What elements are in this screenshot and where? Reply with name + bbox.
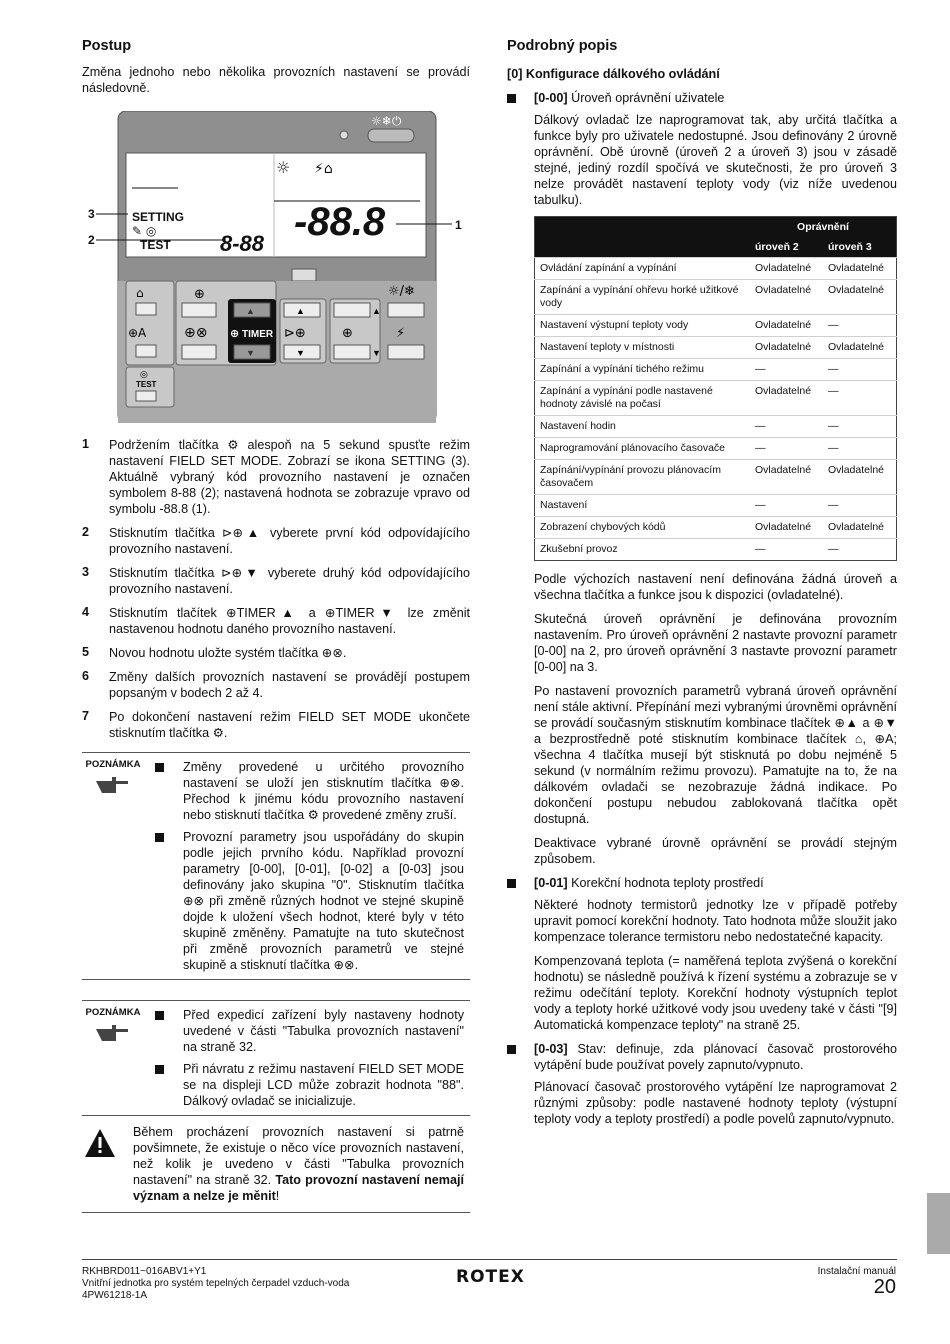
- param-0-00-text: Dálkový ovladač lze naprogramovat tak, aby určitá tlačítka a funkce byly pro uživatele nedostupné. Jsou definovány 2 úrovně oprávnění. Obě úrovně (úroveň 2 a úroveň 3) jsou v zásadě stejné, jediný rozdíl spočívá ve skutečnosti, že pro úroveň 3 nelze provádět nastavení teploty vody (viz níže uvedenou tabulku).: [534, 113, 897, 207]
- table-cell: Naprogramování plánovacího časovače: [535, 438, 751, 460]
- footer-divider: [82, 1259, 897, 1260]
- table-cell: Ovladatelné: [750, 381, 823, 416]
- paragraph: Deaktivace vybrané úrovně oprávnění se provádí stejným způsobem.: [534, 836, 897, 866]
- svg-text:✎ ◎: ✎ ◎: [132, 224, 157, 238]
- table-cell: Ovladatelné: [823, 337, 897, 359]
- footer-left: [82, 1266, 349, 1302]
- svg-text:⚡: ⚡: [396, 326, 406, 341]
- svg-text:▲: ▲: [246, 306, 255, 316]
- callout-1: 1: [455, 218, 462, 232]
- svg-text:☼/❄: ☼/❄: [388, 284, 415, 299]
- footer-code: 4PW61218-1A: [82, 1290, 148, 1301]
- table-cell: Ovladatelné: [823, 280, 897, 315]
- table-row: [535, 258, 897, 280]
- table-row: [535, 539, 897, 561]
- svg-text:⚡⌂: ⚡⌂: [314, 161, 333, 177]
- pointing-hand-icon: [94, 1023, 130, 1043]
- table-row: [535, 359, 897, 381]
- table-cell: Ovladatelné: [750, 258, 823, 280]
- warning-text: Během procházení provozních nastavení si patrně povšimnete, že existuje o něco více provozních nastavení, než kolik je uvedeno v části "Tabulka provozních nastavení" na straně 32. Tato provozní nastavení nemají význam a nelze je měnit!: [133, 1125, 464, 1203]
- table-cell: —: [823, 495, 897, 517]
- callout-2: 2: [88, 233, 95, 247]
- table-cell: —: [823, 381, 897, 416]
- test-button-label: TEST: [136, 380, 157, 389]
- note-item: Provozní parametry jsou uspořádány do skupin podle jejich prvního kódu. Například provozní parametry [0-00], [0-01], [0-02] a [0-03] jsou definovány jako skupina "0". Stisknutím tlačítka ⊕⊗ při změně různých hodnot ve stejné skupině dojde k uložení všech hodnot, které byly v této skupině změněny. Pamatujte na tuto skutečnost při změně provozních parametrů ve stejné skupině a stisknutí tlačítka ⊕⊗.: [183, 830, 464, 972]
- step: 7 Po dokončení nastavení režim FIELD SET MODE ukončete stisknutím tlačítka ⚙.: [82, 709, 470, 740]
- table-row: [535, 337, 897, 359]
- table-cell: —: [823, 539, 897, 561]
- table-cell: Ovladatelné: [750, 337, 823, 359]
- lcd-value: -88.8: [294, 200, 386, 244]
- table-cell: Zapínání a vypínání ohřevu horké užitkové vody: [535, 280, 751, 315]
- note-label: POZNÁMKA: [85, 1007, 141, 1018]
- table-cell: Ovladatelné: [823, 517, 897, 539]
- step: 4 Stisknutím tlačítek ⊕TIMER▲ a ⊕TIMER▼ lze změnit nastavenou hodnotu daného provozního nastavení.: [82, 605, 470, 636]
- table-cell: —: [823, 416, 897, 438]
- paragraph: Některé hodnoty termistorů jednotky lze v případě potřeby upravit pomocí korekční hodnoty. Tato hodnota může sloužit jako kompenzace tolerance termistoru nebo nedostatečné kapacity.: [534, 898, 897, 944]
- pointing-hand-icon: [94, 775, 130, 795]
- table-cell: Nastavení: [535, 495, 751, 517]
- svg-text:⌂: ⌂: [136, 286, 144, 300]
- footer-model: RKHBRD011~016ABV1+Y1: [82, 1266, 207, 1277]
- permission-table: Oprávnění úroveň 2 úroveň 3 Ovládání zapínání a vypínání Ovladatelné Ovladatelné Zapínání a vypínání ohřevu horké užitkové vody Ovladatelné Ovladatelné Nastavení výstupní teploty vody Ovladatelné — Nastavení teploty v místnosti Ovladatelné Ovladatelné Zapínání a vypínání tichého režimu — — Zapínání a vypínání podle nastavené hodnoty závislé na počasí Ovladatelné — Nastavení hodin — — Naprogramování plánovacího časovače — — Zapínání/vypínání provozu plánovacím časovačem Ovladatelné Ovladatelné Nastavení — — Zobrazení chybových kódů Ovladatelné Ovladatelné Zkušební provoz — —: [534, 216, 897, 561]
- paragraph: Kompenzovaná teplota (= naměřená teplota zvýšená o korekční hodnotu) se následně používá k řízení systému a zobrazuje se v režimu odečítání teploty. Korekční hodnoty výstupních teplot vody a teploty horké užitkové vody jsou uvedeny také v části "[9] Automatická kompenzace teploty" na straně 25.: [534, 954, 897, 1032]
- step: 2 Stisknutím tlačítka ⊳⊕▲ vyberete první kód odpovídajícího provozního nastavení.: [82, 525, 470, 556]
- note-box-2: [82, 1000, 470, 1116]
- side-tab-marker: [927, 1193, 950, 1254]
- table-cell: Ovladatelné: [823, 460, 897, 495]
- table-row: [535, 517, 897, 539]
- table-cell: Ovladatelné: [750, 517, 823, 539]
- table-cell: Zapínání/vypínání provozu plánovacím časovačem: [535, 460, 751, 495]
- rotex-logo: ROTEX: [456, 1267, 525, 1287]
- table-cell: Ovladatelné: [750, 280, 823, 315]
- note-box-1: [82, 752, 470, 980]
- intro-text: Změna jednoho nebo několika provozních nastavení se provádí následovně.: [82, 65, 470, 95]
- remote-controller-figure: [114, 111, 439, 423]
- footer-manual: Instalační manuál: [817, 1266, 896, 1277]
- table-cell: —: [750, 495, 823, 517]
- lcd-test: TEST: [140, 238, 171, 252]
- lcd-code: 8-88: [220, 231, 265, 256]
- table-row: [535, 416, 897, 438]
- table-cell: —: [750, 416, 823, 438]
- steps-list: [82, 437, 470, 749]
- svg-text:⊕: ⊕: [194, 287, 205, 302]
- svg-text:⊕A: ⊕A: [128, 326, 147, 340]
- table-cell: —: [750, 359, 823, 381]
- param-0-03: [0-03] Stav: definuje, zda plánovací časovač prostorového vytápění bude používat povely zapnuto/vypnuto.: [507, 1041, 897, 1073]
- param-0-00: [0-00] Úroveň oprávnění uživatele: [507, 90, 897, 106]
- table-row: [535, 460, 897, 495]
- subsection-title: [0] Konfigurace dálkového ovládání: [507, 67, 720, 81]
- table-cell: Nastavení hodin: [535, 416, 751, 438]
- paragraph: Plánovací časovač prostorového vytápění lze naprogramovat 2 různými způsoby: podle nastavené hodnoty teploty (výstupní teploty vody a teploty prostředí) a podle povelů zapnuto/vypnuto.: [534, 1080, 897, 1126]
- note-item: Před expedicí zařízení byly nastaveny hodnoty uvedené v části "Tabulka provozních nastavení" na straně 32.: [183, 1008, 464, 1054]
- footer-description: Vnitřní jednotka pro systém tepelných čerpadel vzduch-voda: [82, 1278, 350, 1289]
- step: 3 Stisknutím tlačítka ⊳⊕▼ vyberete druhý kód odpovídajícího provozního nastavení.: [82, 565, 470, 596]
- table-cell: —: [823, 359, 897, 381]
- callout-lines: [96, 210, 466, 250]
- table-row: [535, 280, 897, 315]
- svg-text:▼: ▼: [246, 348, 255, 358]
- remote-controller-drawing: [114, 111, 439, 423]
- table-cell: Zapínání a vypínání tichého režimu: [535, 359, 751, 381]
- section-title-popis: Podrobný popis: [507, 38, 618, 54]
- svg-text:⊕: ⊕: [230, 327, 240, 340]
- svg-text:▼: ▼: [372, 348, 381, 358]
- warning-icon: [84, 1128, 116, 1158]
- table-cell: Zobrazení chybových kódů: [535, 517, 751, 539]
- svg-text:⊕: ⊕: [342, 326, 353, 341]
- table-row: [535, 315, 897, 337]
- table-cell: Ovladatelné: [823, 258, 897, 280]
- table-cell: —: [750, 539, 823, 561]
- table-cell: Zkušební provoz: [535, 539, 751, 561]
- table-cell: Zapínání a vypínání podle nastavené hodnoty závislé na počasí: [535, 381, 751, 416]
- paragraph: Po nastavení provozních parametrů vybraná úroveň oprávnění není stále aktivní. Přepínání mezi vybranými úrovněmi oprávnění se provádí současným stisknutím kombinace tlačítek ⊕▲ a ⊕▼ a bezprostředně poté stisknutím kombinace tlačítek ⌂, ⊕A; všechna 4 tlačítka musejí být stisknutá po dobu nejméně 5 sekund (v normálním režimu provozu). Pamatujte na to, že na dálkovém ovladači se nezobrazuje žádná indikace. Po dokončení postupu nebudou zablokovaná tlačítka opět dostupná.: [534, 684, 897, 826]
- page-number: 20: [873, 1276, 896, 1298]
- table-row: [535, 438, 897, 460]
- svg-text:▲: ▲: [296, 306, 305, 316]
- table-cell: Ovládání zapínání a vypínání: [535, 258, 751, 280]
- paragraph: Skutečná úroveň oprávnění je definována provozním nastavením. Pro úroveň oprávnění 2 nastavte provozní parametr [0-00] na 2, pro úroveň oprávnění 3 nastavte provozní parametr [0-00] na 3.: [534, 612, 897, 674]
- table-cell: Nastavení výstupní teploty vody: [535, 315, 751, 337]
- callout-3: 3: [88, 207, 95, 221]
- svg-text:▲: ▲: [372, 306, 381, 316]
- table-cell: —: [823, 315, 897, 337]
- table-row: [535, 381, 897, 416]
- table-cell: —: [750, 438, 823, 460]
- left-column: [82, 38, 470, 96]
- svg-text:◎: ◎: [140, 370, 148, 380]
- svg-text:☼: ☼: [276, 158, 291, 177]
- svg-text:⊳⊕: ⊳⊕: [284, 326, 306, 341]
- svg-text:⊕⊗: ⊕⊗: [184, 325, 208, 341]
- note-item: Změny provedené u určitého provozního nastavení se uloží jen stisknutím tlačítka ⊕⊗. Přechod k jinému kódu provozního nastavení nebo stisknutí tlačítka ⚙ provedené změny zruší.: [183, 760, 464, 822]
- right-column: [507, 38, 897, 1127]
- note-label: POZNÁMKA: [85, 759, 141, 770]
- svg-text:▼: ▼: [296, 348, 305, 358]
- step: 6 Změny dalších provozních nastavení se provádějí postupem popsaným v bodech 2 až 4.: [82, 669, 470, 700]
- table-row: [535, 495, 897, 517]
- paragraph: Podle výchozích nastavení není definována žádná úroveň a všechna tlačítka a funkce jsou k dispozici (ovladatelné).: [534, 572, 897, 602]
- param-0-01: [0-01] Korekční hodnota teploty prostředí: [507, 875, 897, 891]
- table-cell: Nastavení teploty v místnosti: [535, 337, 751, 359]
- step: 1 Podržením tlačítka ⚙ alespoň na 5 sekund spusťte režim nastavení FIELD SET MODE. Zobrazí se ikona SETTING (3). Aktuálně vybraný kód provozního nastavení je označen symbolem 8-88 (2); nastavená hodnota se zobrazuje vpravo od symbolu -88.8 (1).: [82, 437, 470, 516]
- svg-text:☼❄⏻: ☼❄⏻: [371, 114, 402, 128]
- step: 5 Novou hodnotu uložte systém tlačítka ⊕⊗.: [82, 645, 347, 660]
- table-cell: Ovladatelné: [750, 460, 823, 495]
- note-item: Při návratu z režimu nastavení FIELD SET MODE se na displeji LCD může zobrazit hodnota "88". Dálkový ovladač se inicializuje.: [183, 1062, 464, 1108]
- section-title-postup: Postup: [82, 38, 132, 54]
- table-cell: —: [823, 438, 897, 460]
- lcd-setting: SETTING: [132, 210, 185, 224]
- warning-box: [82, 1124, 470, 1213]
- timer-label: TIMER: [242, 329, 274, 340]
- table-cell: Ovladatelné: [750, 315, 823, 337]
